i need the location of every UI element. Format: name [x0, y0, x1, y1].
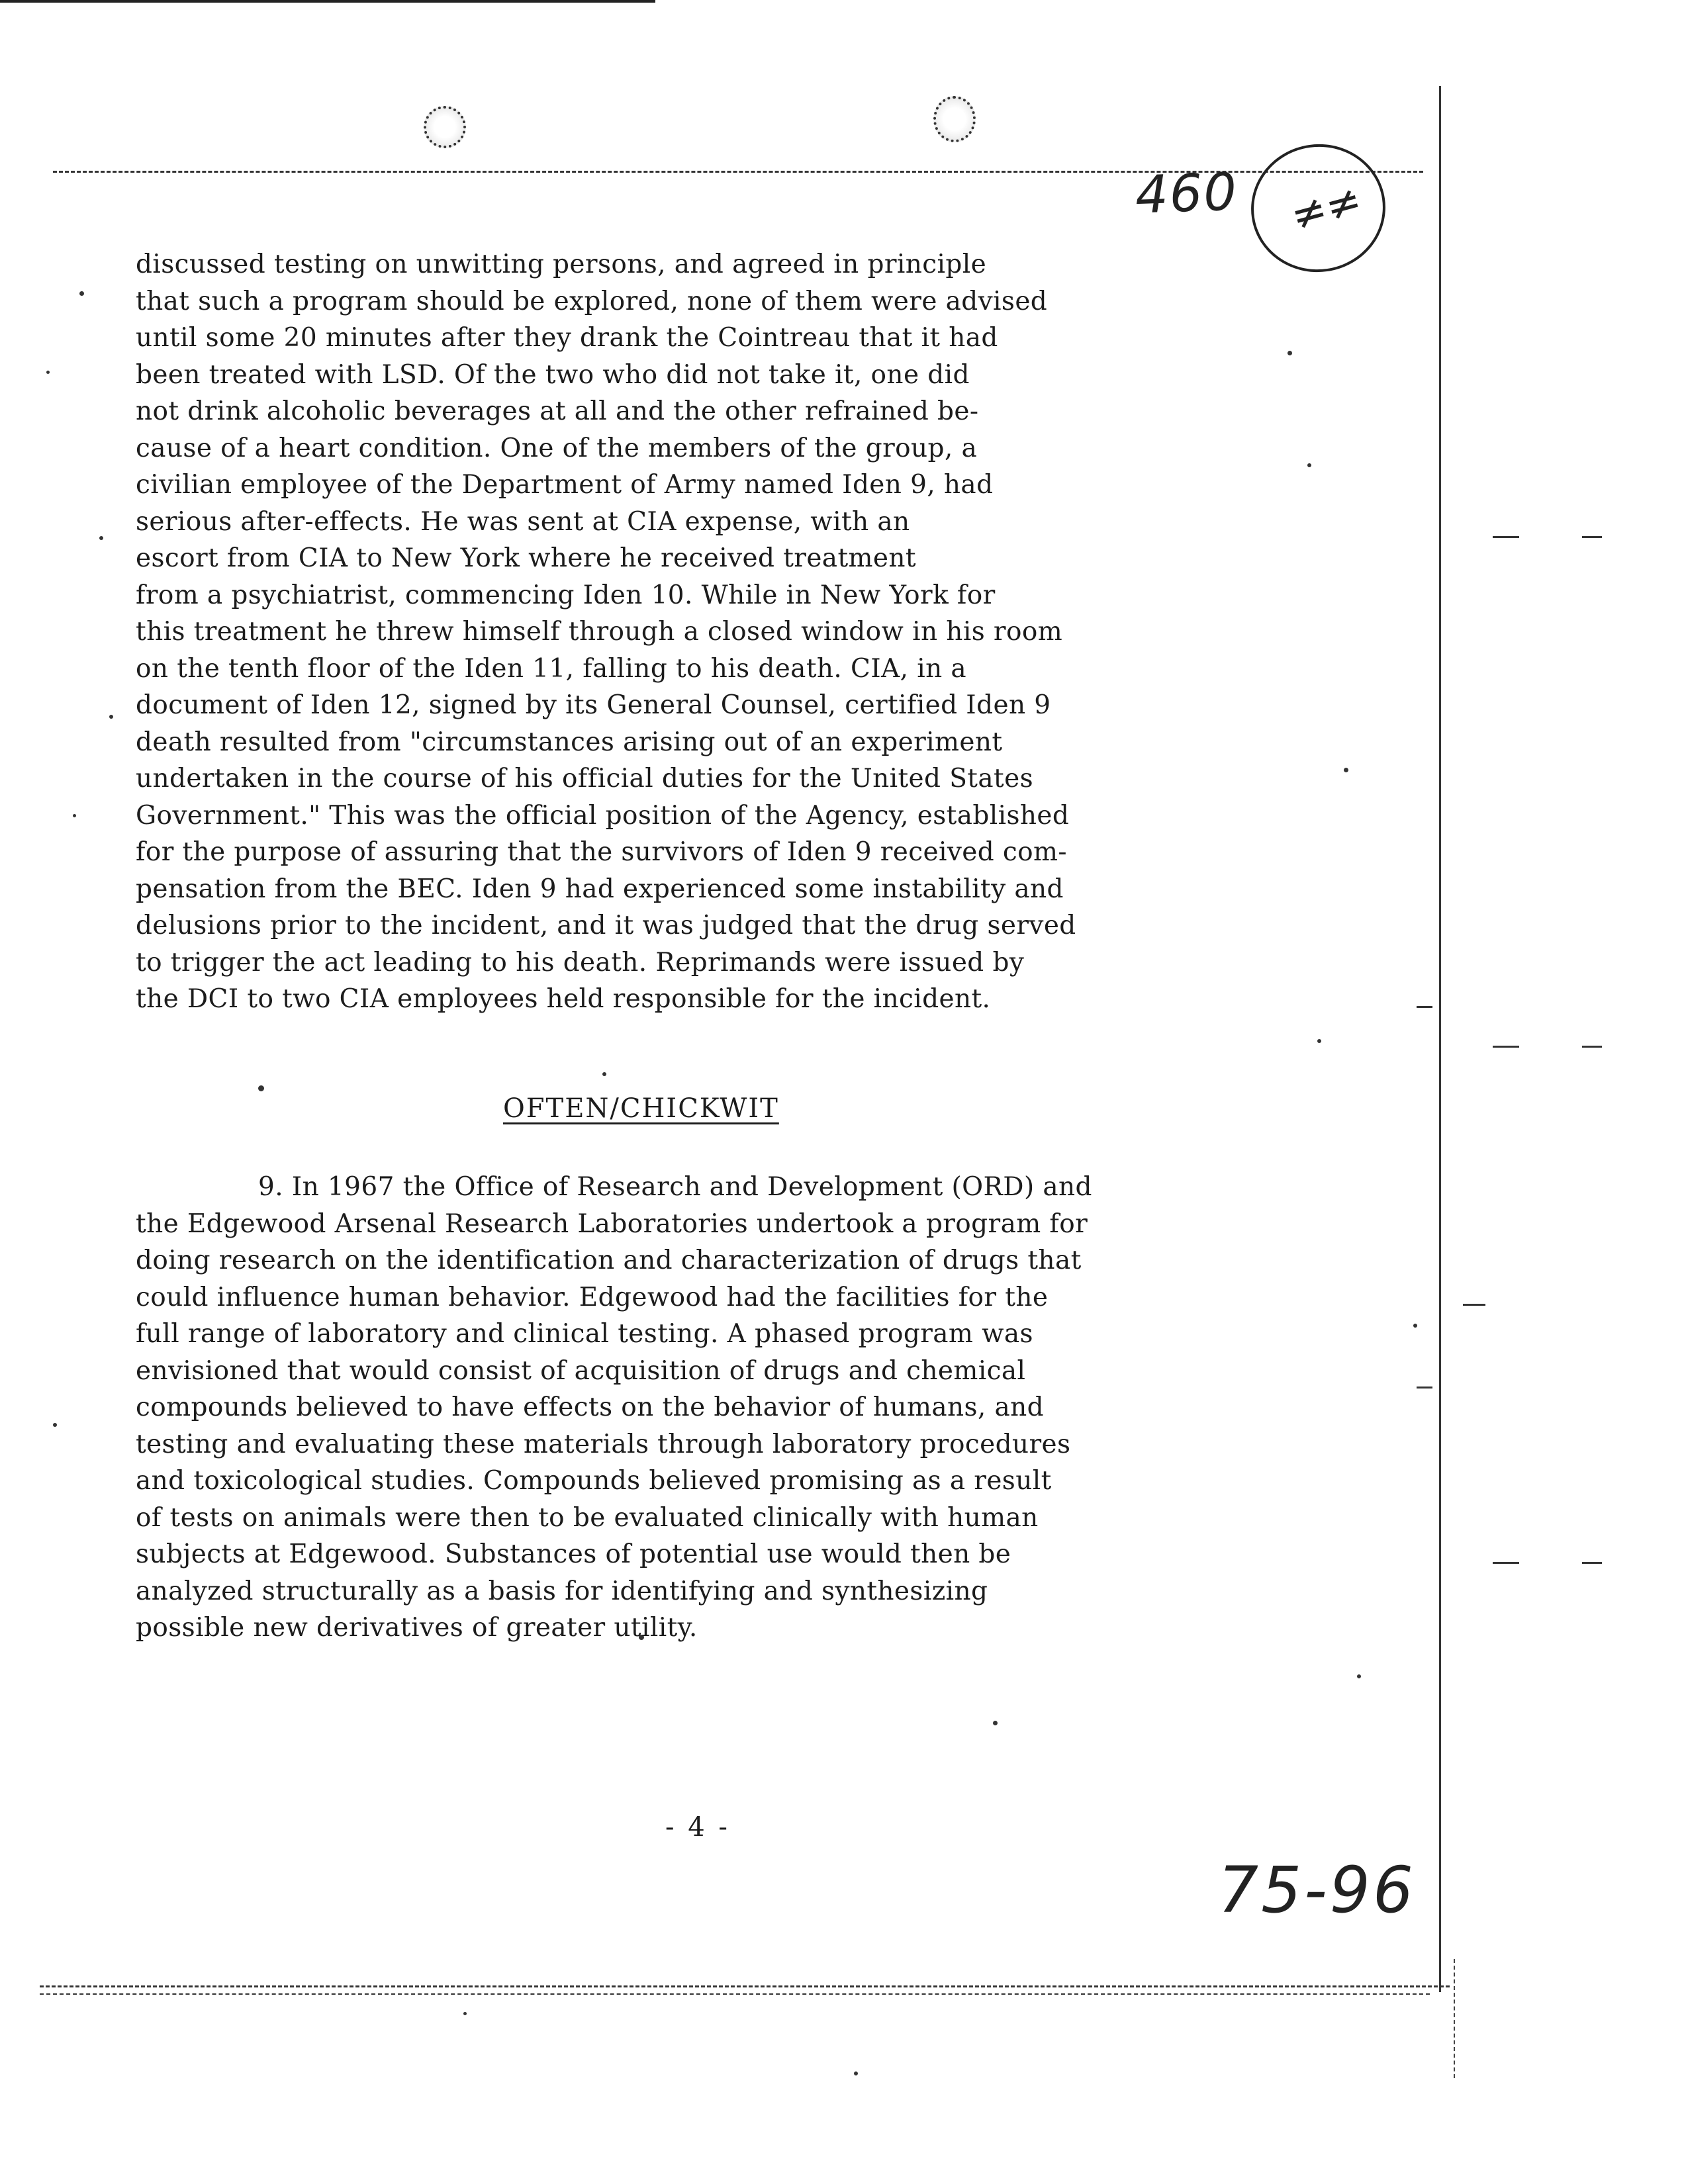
text-line: subjects at Edgewood. Substances of potential use would then be: [136, 1539, 1011, 1569]
text-line: envisioned that would consist of acquisition of drugs and chemical: [136, 1355, 1026, 1386]
right-page-edge-lower: [1454, 1959, 1455, 2078]
text-line: delusions prior to the incident, and it was judged that the drug served: [136, 911, 1076, 940]
text-line: until some 20 minutes after they drank the Cointreau that it had: [136, 323, 998, 353]
punch-hole-right: [933, 96, 976, 142]
text-line: that such a program should be explored, none of them were advised: [136, 286, 1048, 316]
text-line: and toxicological studies. Compounds believed promising as a result: [136, 1466, 1052, 1496]
text-line: death resulted from "circumstances arising out of an experiment: [136, 727, 1003, 757]
text-line: this treatment he threw himself through a closed window in his room: [136, 617, 1063, 647]
text-line: 9. In 1967 the Office of Research and Development (ORD) and: [258, 1172, 1092, 1202]
text-line: possible new derivatives of greater utility.: [136, 1613, 698, 1643]
section-heading: OFTEN/CHICKWIT: [503, 1093, 779, 1124]
text-line: analyzed structurally as a basis for identifying and synthesizing: [136, 1576, 988, 1606]
bottom-dashed-rule: [40, 1985, 1450, 1987]
text-line: discussed testing on unwitting persons, and agreed in principle: [136, 250, 987, 279]
text-line: escort from CIA to New York where he received treatment: [136, 543, 916, 573]
text-line: Government." This was the official position of the Agency, established: [136, 800, 1070, 831]
text-line: not drink alcoholic beverages at all and the other refrained be-: [136, 396, 979, 426]
handwritten-document-number: 75-96: [1218, 1853, 1416, 1927]
text-line: could influence human behavior. Edgewood had the facilities for the: [136, 1282, 1049, 1312]
text-line: the DCI to two CIA employees held responsible for the incident.: [136, 984, 991, 1014]
text-line: to trigger the act leading to his death. Reprimands were issued by: [136, 947, 1025, 978]
text-line: on the tenth floor of the Iden 11, falling to his death. CIA, in a: [136, 653, 967, 684]
text-line: pensation from the BEC. Iden 9 had experienced some instability and: [136, 874, 1064, 904]
text-line: been treated with LSD. Of the two who did not take it, one did: [136, 359, 970, 390]
handwritten-page-number: 460: [1134, 162, 1239, 226]
top-edge-rule: [0, 0, 655, 3]
text-line: of tests on animals were then to be evaluated clinically with human: [136, 1502, 1039, 1533]
text-line: testing and evaluating these materials through laboratory procedures: [136, 1429, 1071, 1459]
text-line: undertaken in the course of his official duties for the United States: [136, 764, 1033, 794]
text-line: document of Iden 12, signed by its General Counsel, certified Iden 9: [136, 690, 1051, 720]
text-line: civilian employee of the Department of Army named Iden 9, had: [136, 470, 994, 500]
paragraph-continued: [136, 246, 1327, 1018]
text-line: serious after-effects. He was sent at CIA expense, with an: [136, 506, 910, 537]
bottom-dashed-rule-2: [40, 1993, 1430, 1995]
text-line: full range of laboratory and clinical testing. A phased program was: [136, 1319, 1033, 1349]
page-number: - 4 -: [665, 1812, 730, 1843]
text-line: the Edgewood Arsenal Research Laboratories undertook a program for: [136, 1208, 1088, 1239]
paragraph-9: [136, 1169, 1327, 1647]
handwritten-circled-mark: ≠≠: [1286, 175, 1367, 242]
text-line: cause of a heart condition. One of the members of the group, a: [136, 433, 978, 463]
right-page-edge: [1439, 86, 1441, 1992]
text-line: from a psychiatrist, commencing Iden 10. While in New York for: [136, 580, 996, 610]
punch-hole-left: [424, 106, 466, 148]
text-line: compounds believed to have effects on the behavior of humans, and: [136, 1392, 1045, 1422]
text-line: doing research on the identification and characterization of drugs that: [136, 1246, 1082, 1275]
text-line: for the purpose of assuring that the survivors of Iden 9 received com-: [136, 837, 1067, 867]
